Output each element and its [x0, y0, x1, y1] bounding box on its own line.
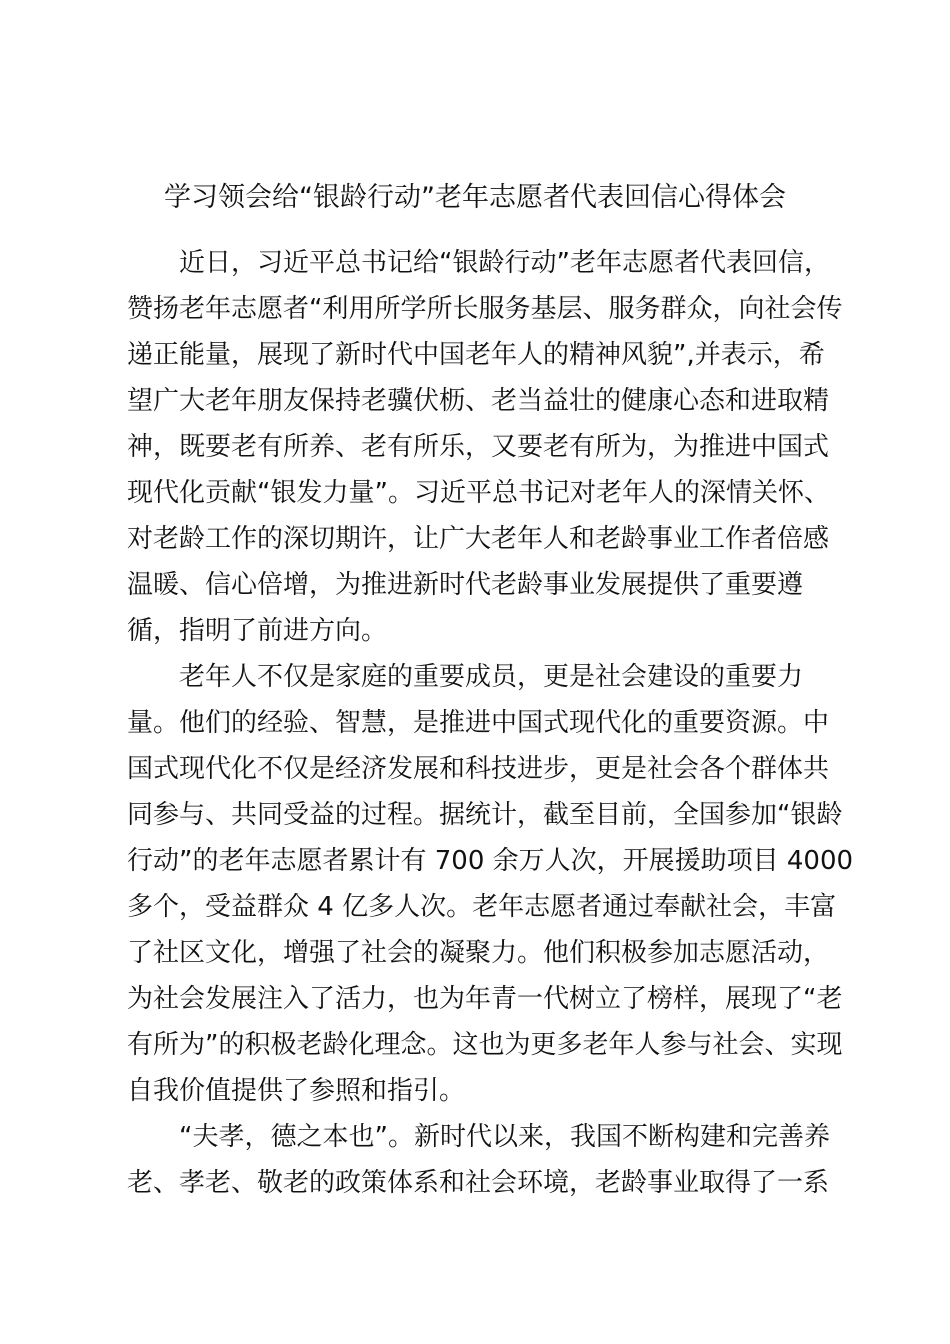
- paragraph-3: [127, 1114, 830, 1206]
- paragraph-2: [127, 654, 854, 1114]
- text-line: 温暖、信心倍增，为推进新时代老龄事业发展提供了重要遵: [127, 570, 804, 600]
- text-line: 多个，受益群众 4 亿多人次。老年志愿者通过奉献社会，丰富: [127, 892, 837, 922]
- text-line: 自我价值提供了参照和指引。: [127, 1076, 466, 1106]
- text-line: “夫孝，德之本也”。新时代以来，我国不断构建和完善养: [179, 1122, 830, 1152]
- text-line: 了社区文化，增强了社会的凝聚力。他们积极参加志愿活动，: [127, 938, 830, 968]
- text-line: 量。他们的经验、智慧，是推进中国式现代化的重要资源。中: [127, 708, 830, 738]
- text-line: 循，指明了前进方向。: [127, 616, 388, 646]
- document-body: [127, 240, 854, 1206]
- text-line: 为社会发展注入了活力，也为年青一代树立了榜样，展现了“老: [127, 984, 843, 1014]
- text-line: 老、孝老、敬老的政策体系和社会环境，老龄事业取得了一系: [127, 1168, 830, 1198]
- text-line: 递正能量，展现了新时代中国老年人的精神风貌”,并表示，希: [127, 340, 825, 370]
- document-title: 学习领会给“银龄行动”老年志愿者代表回信心得体会: [164, 182, 786, 213]
- text-line: 赞扬老年志愿者“利用所学所长服务基层、服务群众，向社会传: [127, 294, 843, 324]
- text-line: 神，既要老有所养、老有所乐，又要老有所为，为推进中国式: [127, 432, 830, 462]
- paragraph-1: [127, 240, 843, 654]
- text-line: 现代化贡献“银发力量”。习近平总书记对老年人的深情关怀、: [127, 478, 830, 508]
- text-line: 国式现代化不仅是经济发展和科技进步，更是社会各个群体共: [127, 754, 830, 784]
- text-line: 近日，习近平总书记给“银龄行动”老年志愿者代表回信，: [179, 248, 830, 278]
- text-line: 望广大老年朋友保持老骥伏枥、老当益壮的健康心态和进取精: [127, 386, 830, 416]
- text-line: 有所为”的积极老龄化理念。这也为更多老年人参与社会、实现: [127, 1030, 843, 1060]
- text-line: 对老龄工作的深切期许，让广大老年人和老龄事业工作者倍感: [127, 524, 830, 554]
- text-line: 老年人不仅是家庭的重要成员，更是社会建设的重要力: [179, 662, 804, 692]
- text-line: 行动”的老年志愿者累计有 700 余万人次，开展援助项目 4000: [127, 846, 854, 876]
- text-line: 同参与、共同受益的过程。据统计，截至目前，全国参加“银龄: [127, 800, 843, 830]
